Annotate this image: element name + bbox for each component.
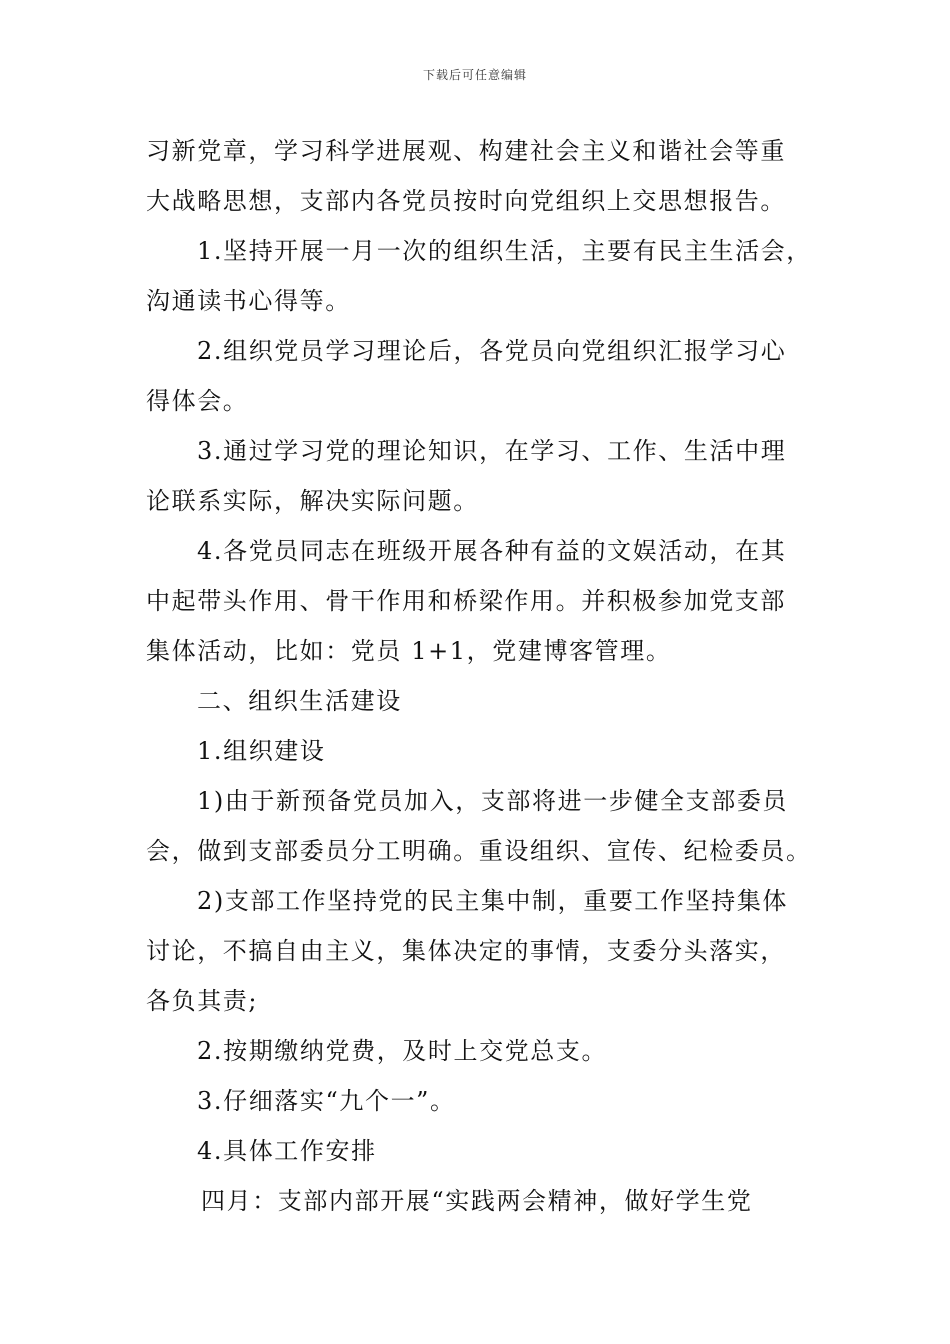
page-header-note: 下载后可任意编辑: [422, 68, 527, 82]
text-line: 习新党章，学习科学进展观、构建社会主义和谐社会等重: [146, 137, 786, 165]
text-line: 1.坚持开展一月一次的组织生活，主要有民主生活会，: [197, 237, 812, 265]
text-line: 大战略思想，支部内各党员按时向党组织上交思想报告。: [146, 187, 786, 215]
text-line: 沟通读书心得等。: [146, 287, 351, 315]
text-line: 2.组织党员学习理论后，各党员向党组织汇报学习心: [197, 337, 787, 365]
text-line: 2)支部工作坚持党的民主集中制，重要工作坚持集体: [197, 887, 789, 915]
text-line: 会，做到支部委员分工明确。重设组织、宣传、纪检委员。: [146, 837, 812, 865]
text-line: 集体活动，比如：党员 1+1，党建博客管理。: [146, 637, 672, 665]
text-line: 论联系实际，解决实际问题。: [146, 487, 479, 515]
text-line: 4.各党员同志在班级开展各种有益的文娱活动，在其: [197, 537, 787, 565]
subsection-heading: 1.组织建设: [197, 737, 326, 765]
subsection-heading: 4.具体工作安排: [197, 1137, 377, 1165]
text-line: 得体会。: [146, 387, 249, 415]
text-line: 中起带头作用、骨干作用和桥梁作用。并积极参加党支部: [146, 587, 786, 615]
text-line: 3.仔细落实“九个一”。: [197, 1087, 456, 1115]
text-line: 各负其责;: [146, 987, 259, 1015]
text-line: 2.按期缴纳党费，及时上交党总支。: [197, 1037, 608, 1065]
text-line: 四月：支部内部开展“实践两会精神，做好学生党: [201, 1187, 753, 1215]
text-line: 1)由于新预备党员加入，支部将进一步健全支部委员: [197, 787, 789, 815]
document-body: [146, 126, 816, 1226]
text-line: 3.通过学习党的理论知识，在学习、工作、生活中理: [197, 437, 787, 465]
text-line: 讨论，不搞自由主义，集体决定的事情，支委分头落实，: [146, 937, 786, 965]
section-heading: 二、组织生活建设: [197, 687, 402, 715]
